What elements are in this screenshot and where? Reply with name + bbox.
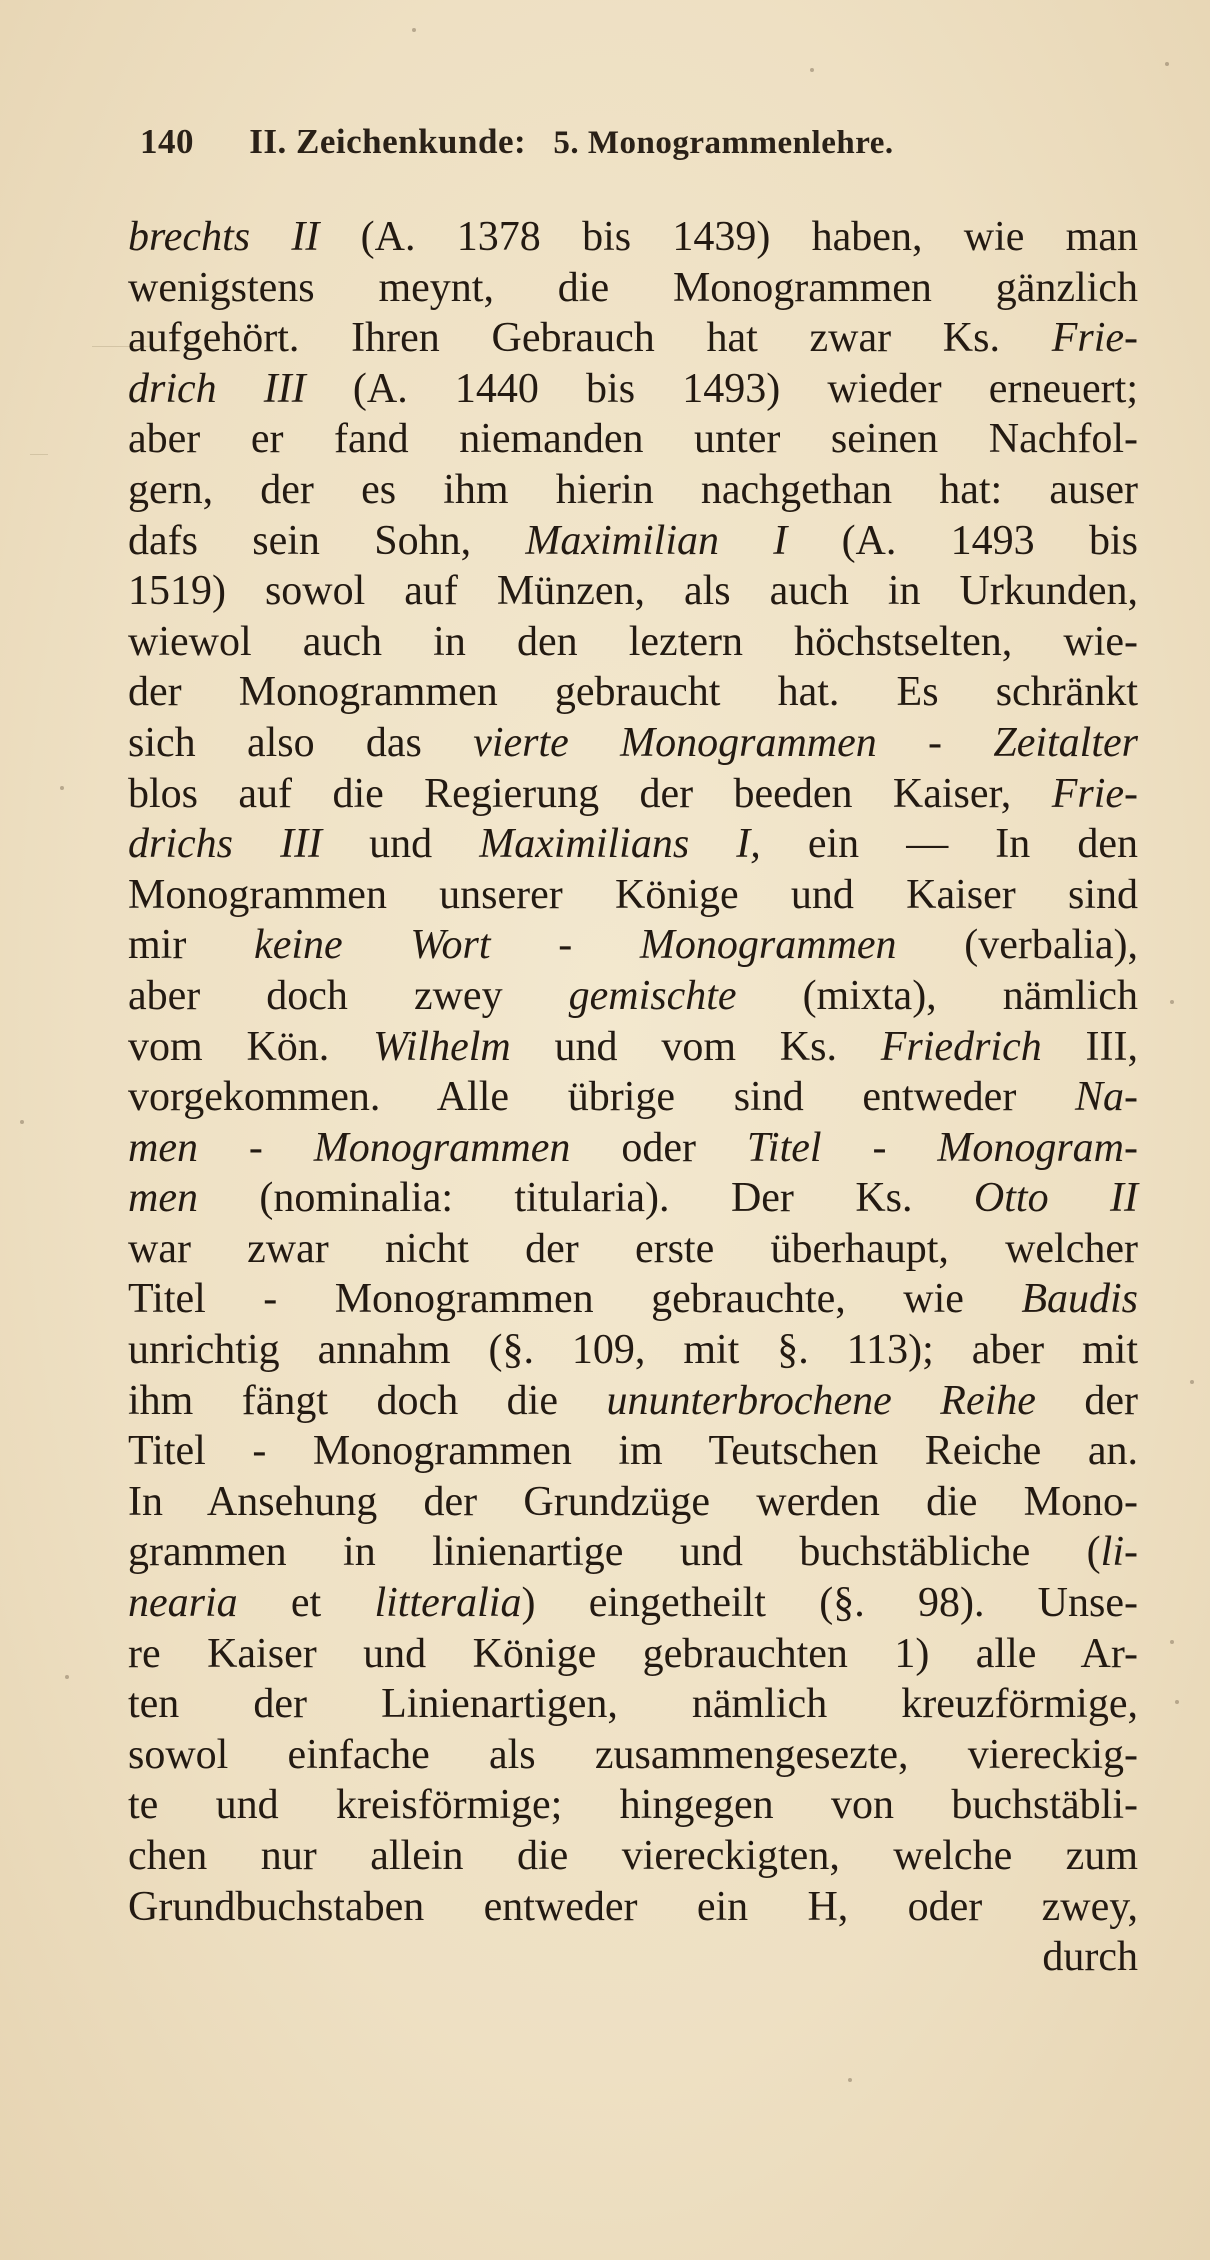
paper-speck — [412, 28, 416, 32]
text-line — [128, 667, 1138, 718]
text-run: der — [1035, 1377, 1138, 1424]
text-run: oder — [570, 1124, 747, 1171]
text-run: ihm fängt doch die — [128, 1377, 607, 1424]
italic-text: litteralia — [374, 1580, 522, 1627]
text-line — [128, 566, 1138, 617]
text-run: te und kreisförmige; hingegen von buchstäbli- — [128, 1782, 1138, 1829]
italic-text: brechts II — [128, 214, 320, 260]
text-line — [128, 1477, 1138, 1528]
paper-speck — [1175, 1700, 1179, 1704]
text-line — [128, 870, 1138, 921]
text-line — [128, 617, 1138, 668]
italic-text: Maximilian I — [525, 517, 788, 564]
text-run: Grundbuchstaben entweder ein H, oder zwey, — [128, 1883, 1138, 1930]
text-run: aber er fand niemanden unter seinen Nachfol- — [128, 416, 1138, 463]
text-line — [128, 414, 1138, 465]
text-line — [128, 465, 1138, 516]
text-run: (nominalia: titularia). Der Ks. — [197, 1175, 974, 1222]
text-line — [128, 313, 1138, 364]
page-number: 140 — [140, 122, 194, 161]
italic-text: keine Wort - Monogrammen — [254, 922, 897, 969]
italic-text: drich III — [128, 365, 306, 412]
italic-text: gemischte — [568, 972, 737, 1019]
text-line — [128, 1780, 1138, 1831]
text-run: ten der Linienartigen, nämlich kreuzförmige, — [128, 1681, 1138, 1728]
text-line — [128, 1173, 1138, 1224]
text-line — [128, 971, 1138, 1022]
italic-text: Wilhelm — [373, 1023, 511, 1070]
paper-speck — [65, 1675, 69, 1679]
text-line — [128, 1629, 1138, 1680]
text-line — [128, 819, 1138, 870]
text-run: et — [237, 1580, 375, 1627]
running-header — [140, 122, 1060, 172]
text-line — [128, 1376, 1138, 1427]
text-line — [128, 1882, 1138, 1933]
text-line — [128, 1426, 1138, 1477]
text-run: dafs sein Sohn, — [128, 517, 526, 564]
italic-text: Maximilians I, — [479, 821, 761, 868]
text-run: der Monogrammen gebraucht hat. Es schränkt — [128, 669, 1138, 716]
italic-text: li- — [1100, 1529, 1138, 1576]
text-run: (mixta), nämlich — [736, 972, 1138, 1019]
text-run: vorgekommen. Alle übrige sind entweder — [128, 1074, 1075, 1121]
text-run: (A. 1378 bis 1439) haben, wie man — [319, 214, 1138, 260]
text-run: (A. 1493 bis — [787, 517, 1138, 564]
text-line — [128, 920, 1138, 971]
paper-hairline — [30, 454, 48, 455]
text-run: In Ansehung der Grundzüge werden die Mono- — [128, 1478, 1138, 1525]
text-run: und — [322, 821, 480, 868]
paper-speck — [848, 2078, 852, 2082]
italic-text: Baudis — [1021, 1276, 1138, 1323]
text-line — [128, 1325, 1138, 1376]
paper-speck — [810, 68, 814, 72]
text-line — [128, 1932, 1138, 1983]
paper-speck — [20, 1120, 24, 1124]
text-run: grammen in linienartige und buchstäbliche ( — [128, 1529, 1101, 1576]
italic-text: Frie- — [1051, 770, 1138, 817]
text-line — [128, 212, 1138, 263]
text-line — [128, 1274, 1138, 1325]
text-line — [128, 1578, 1138, 1629]
text-line — [128, 364, 1138, 415]
text-run: ) eingetheilt (§. 98). Unse- — [521, 1580, 1138, 1627]
italic-text: drichs III — [128, 821, 323, 868]
paper-speck — [60, 786, 64, 790]
text-run: unrichtig annahm (§. 109, mit §. 113); aber mit — [128, 1327, 1138, 1374]
text-run: mir — [128, 922, 255, 969]
text-run: (A. 1440 bis 1493) wieder erneuert; — [305, 365, 1138, 412]
italic-text: Frie- — [1051, 315, 1138, 362]
text-run: Monogrammen unserer Könige und Kaiser sind — [128, 871, 1138, 918]
text-line — [128, 1831, 1138, 1882]
text-run: sowol einfache als zusammengesezte, viereckig- — [128, 1731, 1138, 1778]
text-run: III, — [1041, 1023, 1138, 1070]
text-line — [128, 1072, 1138, 1123]
italic-text: ununterbrochene Reihe — [606, 1377, 1036, 1424]
italic-text: vierte Monogrammen - Zeitalter — [473, 719, 1138, 766]
text-line — [128, 1527, 1138, 1578]
text-run: sich also das — [128, 719, 474, 766]
paper-speck — [1165, 62, 1169, 66]
paper-speck — [1170, 1000, 1174, 1004]
text-run: war zwar nicht der erste überhaupt, welcher — [128, 1225, 1138, 1272]
text-run: vom Kön. — [128, 1023, 374, 1070]
text-run: aufgehört. Ihren Gebrauch hat zwar Ks. — [128, 315, 1052, 362]
text-run: chen nur allein die viereckigten, welche zum — [128, 1833, 1138, 1879]
paper-speck — [1170, 1640, 1174, 1644]
paper-speck — [1190, 1380, 1194, 1384]
text-line — [128, 1730, 1138, 1781]
text-run: Titel - Monogrammen im Teutschen Reiche an. — [128, 1428, 1138, 1475]
text-line — [128, 263, 1138, 314]
chapter-title: 5. Monogrammenlehre. — [553, 125, 894, 161]
italic-text: men - Monogrammen — [128, 1124, 571, 1171]
italic-text: Na- — [1075, 1074, 1138, 1121]
text-run: ein — In den — [760, 821, 1138, 868]
text-run: Titel - Monogrammen gebrauchte, wie — [128, 1276, 1022, 1323]
text-run: und vom Ks. — [510, 1023, 881, 1070]
text-line — [128, 769, 1138, 820]
text-line — [128, 718, 1138, 769]
italic-text: nearia — [128, 1580, 238, 1627]
text-run: blos auf die Regierung der beeden Kaiser, — [128, 770, 1052, 817]
text-line — [128, 1123, 1138, 1174]
italic-text: Otto II — [973, 1175, 1138, 1222]
body-text — [128, 212, 1138, 1983]
text-line — [128, 1224, 1138, 1275]
text-run: durch — [1042, 1934, 1138, 1981]
italic-text: men — [128, 1175, 198, 1222]
text-run: wiewol auch in den leztern höchstselten, wie- — [128, 618, 1138, 665]
text-run: wenigstens meynt, die Monogrammen gänzlich — [128, 264, 1138, 311]
text-run: (verbalia), — [896, 922, 1138, 969]
italic-text: Friedrich — [880, 1023, 1042, 1070]
text-run: aber doch zwey — [128, 972, 569, 1019]
text-run: 1519) sowol auf Münzen, als auch in Urkunden, — [128, 568, 1138, 615]
text-run: gern, der es ihm hierin nachgethan hat: auser — [128, 466, 1138, 513]
text-line — [128, 1679, 1138, 1730]
text-line — [128, 516, 1138, 567]
italic-text: Titel - Monogram- — [746, 1124, 1138, 1171]
text-run: re Kaiser und Könige gebrauchten 1) alle Ar- — [128, 1630, 1138, 1677]
text-line — [128, 1022, 1138, 1073]
section-label: II. Zeichenkunde: — [249, 122, 527, 161]
